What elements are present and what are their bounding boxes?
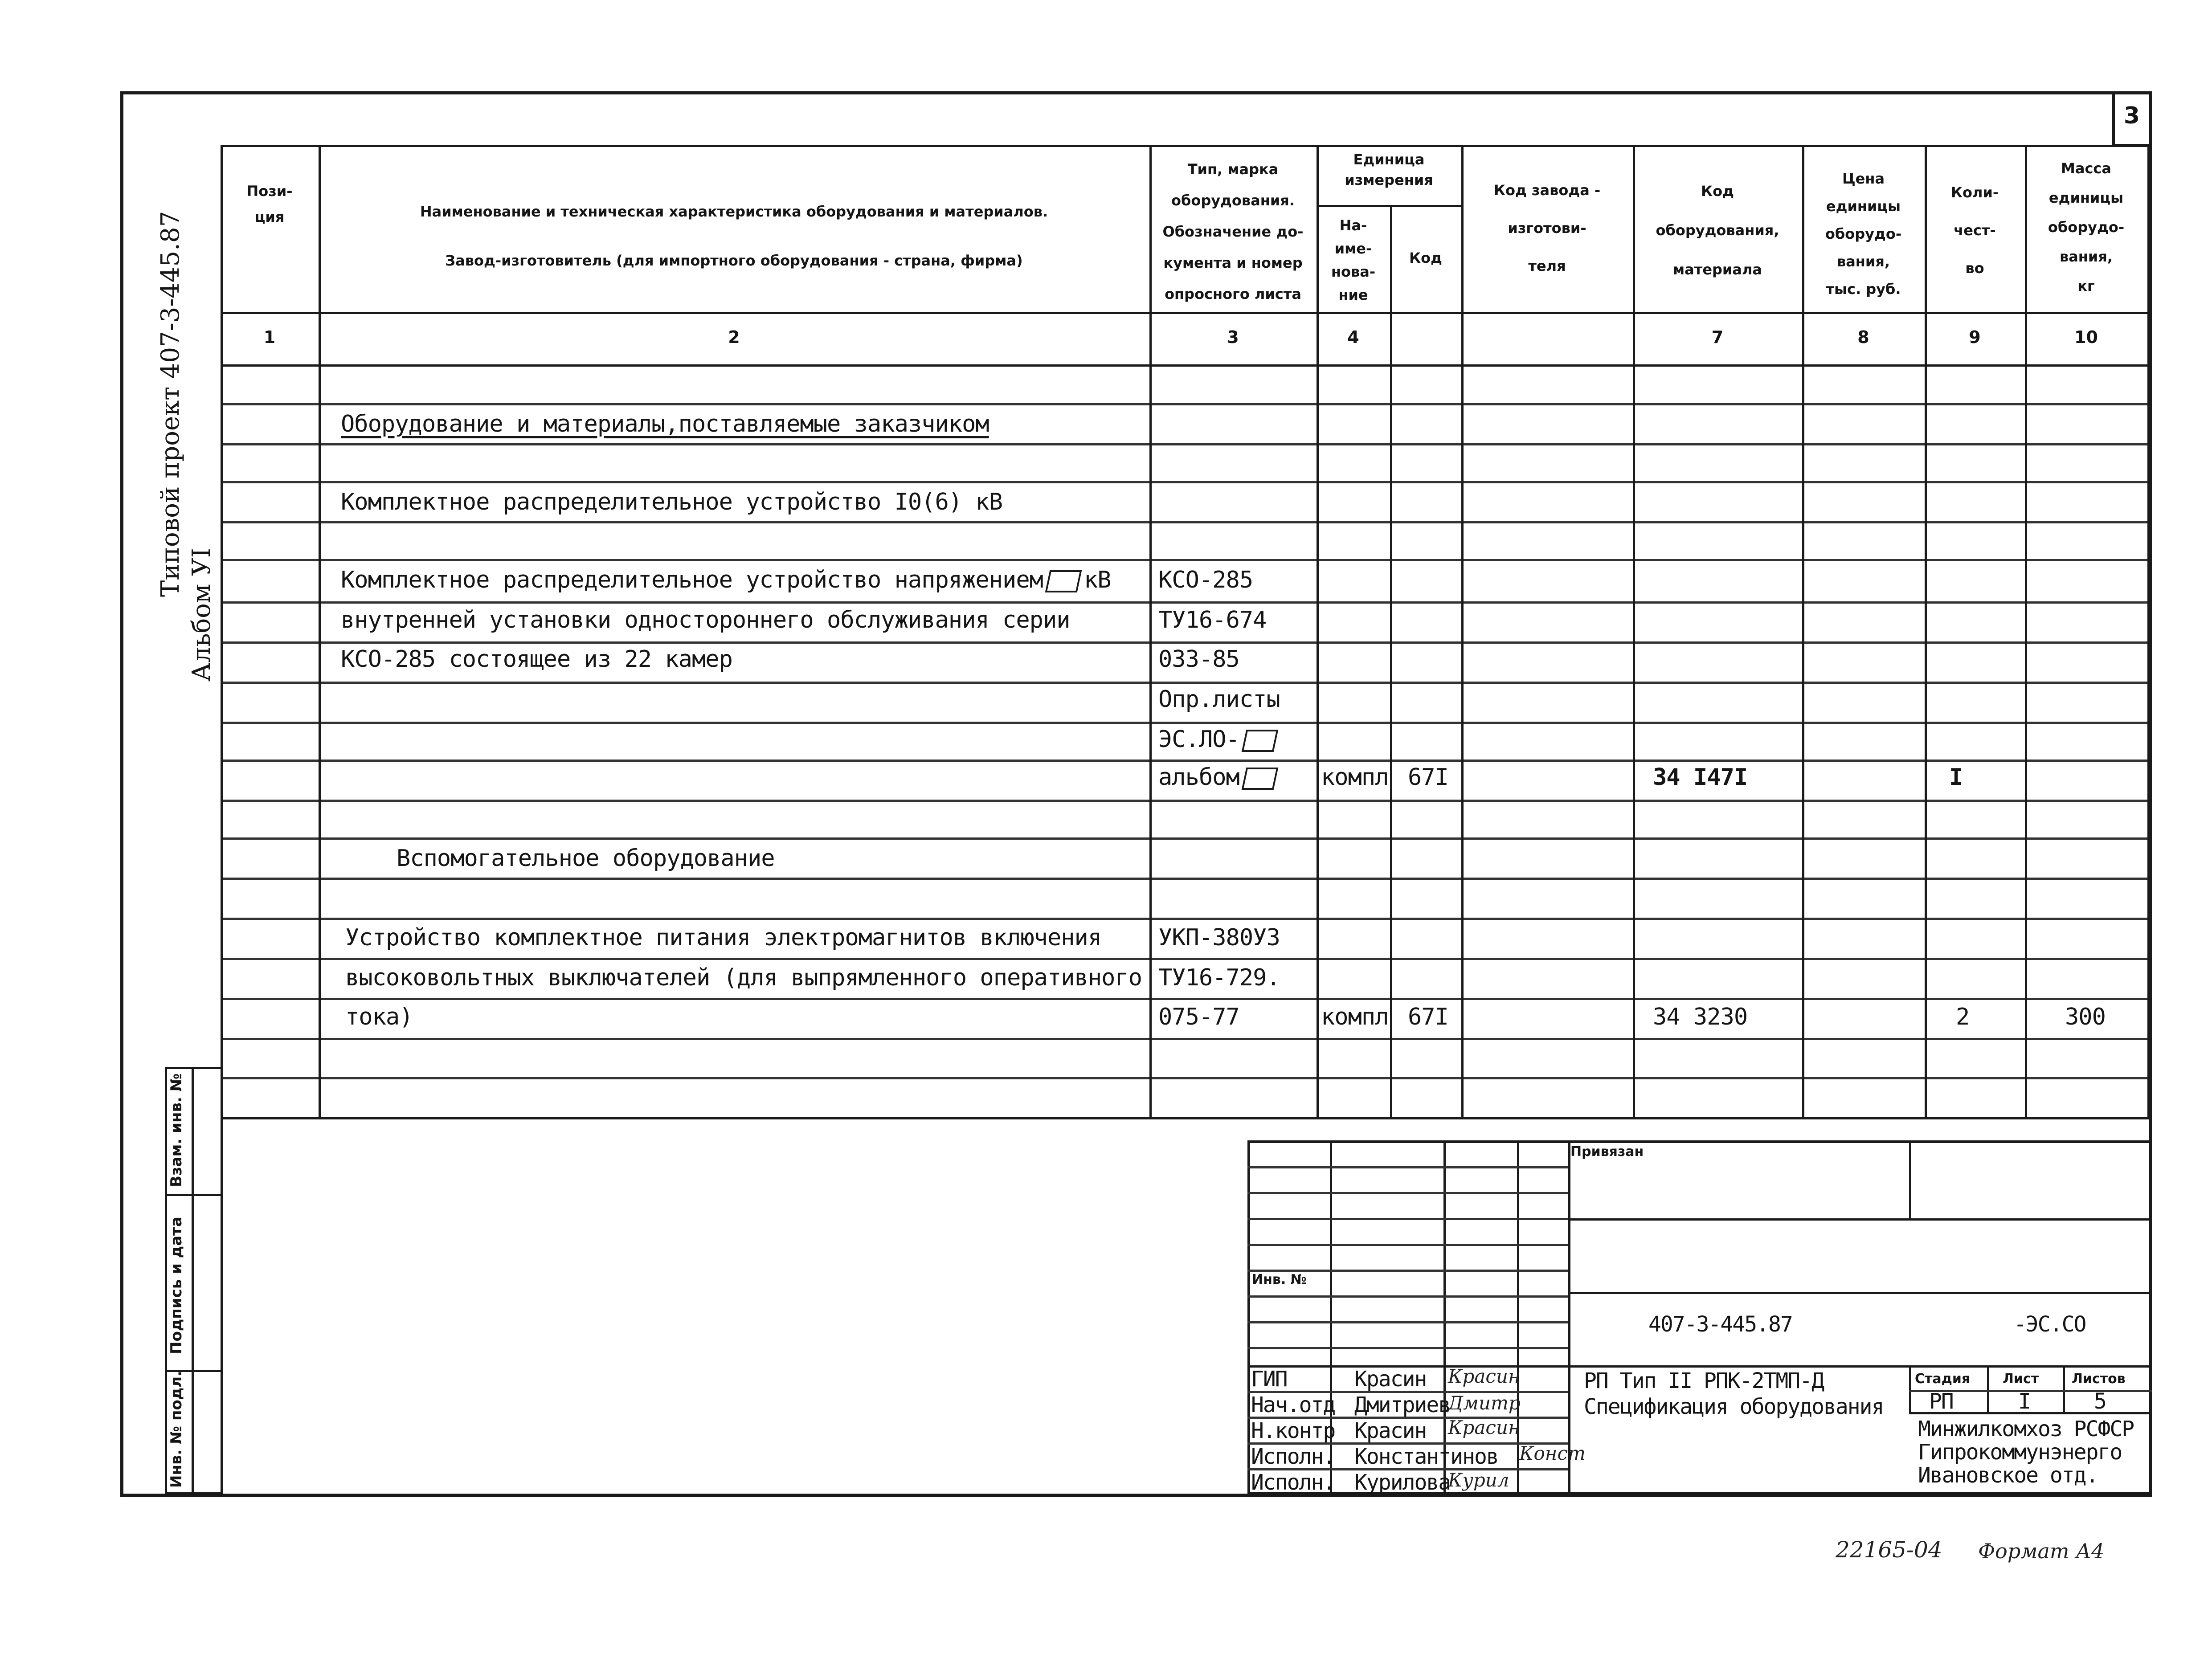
privyazan-label: Привязан [1570, 1144, 1644, 1160]
type-cell: 075-77 [1158, 1004, 1239, 1030]
tb-col-line [1909, 1140, 1911, 1218]
row-line [221, 403, 2150, 405]
tb-row-line [1247, 1295, 1568, 1298]
item-description: Комплектное распределительное устройство напряжением кВ [341, 567, 1111, 593]
header-col4-group: Единица измерения [1345, 151, 1433, 188]
col-line [1390, 205, 1392, 1118]
section-title: Оборудование и материалы,поставляемые заказчиком [341, 411, 989, 437]
header-col5: Код завода - изготови- теля [1493, 182, 1601, 274]
header-col10: Масса единицы оборудо- вания, кг [2048, 160, 2125, 294]
sheets-value: 5 [2094, 1389, 2106, 1414]
tb-row-line [1247, 1244, 1568, 1246]
blank-sheet-box [1242, 730, 1279, 752]
tb-col-line [1909, 1365, 1911, 1412]
row-line [221, 559, 2150, 561]
sheet-number: 3 [2123, 102, 2140, 129]
row-line [221, 878, 2150, 880]
section-title: Вспомогательное оборудование [397, 845, 775, 872]
col-line [1925, 145, 1927, 1118]
inv-no-label: Инв. № [1252, 1272, 1307, 1287]
name-cell: Курилова [1354, 1470, 1451, 1495]
blank-voltage-box [1045, 570, 1082, 592]
tb-row-line [1247, 1218, 1568, 1220]
header-col9: Коли- чест- во [1950, 184, 1999, 277]
unit-code-cell: 67I [1408, 1004, 1448, 1030]
type-cell: 033-85 [1158, 646, 1239, 673]
tb-row-line [1568, 1292, 2152, 1294]
organization-line: Ивановское отд. [1918, 1463, 2098, 1488]
item-title: Комплектное распределительное устройство I0(6) кВ [341, 489, 1003, 515]
header-col7: Код оборудования, материала [1656, 183, 1779, 278]
header-col1: Пози- ция [246, 183, 293, 225]
col-line [221, 145, 223, 1118]
header-col4a: На- име- нова- ние [1331, 217, 1376, 303]
type-cell: ЭС.ЛО- [1158, 726, 1280, 753]
row-line [221, 998, 2150, 1000]
left-stamp-label: Подпись и дата [168, 1217, 185, 1354]
colnum-bottom-line [221, 364, 2150, 367]
column-number: 2 [728, 327, 740, 347]
footer-format: Формат А4 [1978, 1539, 2105, 1563]
header-col8: Цена единицы оборудо- вания, тыс. руб. [1825, 170, 1902, 298]
header-col4b: Код [1409, 249, 1442, 266]
tb-row-line [1568, 1218, 2152, 1221]
row-line [221, 443, 2150, 445]
blank-album-box [1242, 768, 1279, 790]
sheets-label: Листов [2072, 1371, 2126, 1387]
col-line [2147, 145, 2150, 1118]
name-cell: Красин [1354, 1418, 1427, 1443]
tb-col-line [1568, 1140, 1570, 1495]
name-cell: Дмитриев [1354, 1393, 1451, 1417]
left-stamp-row-line [165, 1194, 223, 1196]
unit-code-cell: 67I [1408, 764, 1448, 791]
tb-row-line [1247, 1192, 1568, 1194]
sheet-value: I [2018, 1389, 2030, 1414]
row-line [221, 1077, 2150, 1079]
tb-col-line [1987, 1365, 1989, 1412]
stage-label: Стадия [1915, 1371, 1971, 1387]
col-line [1461, 145, 1464, 1118]
album-vertical: Альбом УI [187, 548, 216, 682]
table-top-line [221, 145, 2150, 147]
item-description: высоковольтных выключателей (для выпрямленного оперативного [345, 964, 1142, 991]
stage-value: РП [1929, 1389, 1953, 1414]
organization-line: Минжилкомхоз РСФСР [1918, 1417, 2134, 1442]
quantity-cell: 2 [1956, 1004, 1970, 1030]
row-line [221, 837, 2150, 840]
role-cell: ГИП [1251, 1367, 1287, 1392]
row-line [221, 918, 2150, 920]
column-number: 7 [1711, 327, 1724, 347]
quantity-cell: I [1949, 764, 1963, 791]
item-description: Устройство комплектное питания электромагнитов включения [345, 924, 1102, 951]
left-stamp-label: Взам. инв. № [168, 1073, 185, 1187]
row-line [221, 521, 2150, 523]
row-line [221, 481, 2150, 483]
signature: Красин [1448, 1365, 1521, 1387]
row-line [221, 682, 2150, 684]
role-cell: Н.контр [1251, 1418, 1335, 1443]
col-line [319, 145, 321, 1118]
row-line [221, 800, 2150, 802]
header-col2: Наименование и техническая характеристика оборудования и материалов. Завод-изготовитель (для импортного оборудования - страна, фирма) [420, 203, 1048, 269]
column-number: 8 [1857, 327, 1869, 347]
row-line [221, 958, 2150, 960]
equipment-code-cell: 34 3230 [1653, 1004, 1748, 1030]
project-number-vertical: Типовой проект 407-3-445.87 [156, 211, 185, 597]
unit-cell: компл [1321, 1004, 1389, 1030]
type-cell: Опр.листы [1158, 686, 1280, 713]
left-stamp-label: Инв. № подл. [168, 1370, 185, 1488]
name-cell: Красин [1354, 1367, 1427, 1392]
type-cell: ТУ16-729. [1158, 964, 1280, 991]
type-cell: ТУ16-674 [1158, 607, 1267, 633]
document-code: 407-3-445.87 [1648, 1312, 1792, 1337]
equipment-code-cell: 34 I47I [1653, 764, 1748, 791]
unit-split-line [1317, 205, 1461, 207]
document-suffix: -ЭС.СО [2014, 1312, 2086, 1337]
left-stamp-divider [192, 1067, 194, 1495]
type-cell: альбом [1158, 764, 1280, 791]
tb-col-line [2063, 1365, 2065, 1412]
role-cell: Нач.отд [1251, 1393, 1335, 1417]
item-description: тока) [345, 1004, 413, 1030]
tb-row-line [1247, 1166, 1568, 1168]
mass-cell: 300 [2065, 1004, 2106, 1030]
unit-cell: компл [1321, 764, 1389, 791]
organization-line: Гипрокоммунэнерго [1918, 1440, 2122, 1465]
doc-title-line1: РП Тип II РПК-2ТМП-Д [1584, 1368, 1824, 1393]
row-line [221, 722, 2150, 724]
column-number: 3 [1227, 327, 1239, 347]
type-cell: КСО-285 [1158, 567, 1253, 593]
row-line [221, 601, 2150, 604]
row-line [221, 641, 2150, 644]
role-cell: Исполн. [1251, 1444, 1335, 1469]
tb-row-line [1247, 1347, 1568, 1349]
table-bottom-line [221, 1117, 2150, 1119]
header-col3: Тип, марка оборудования. Обозначение до- кумента и номер опросного листа [1162, 161, 1304, 302]
header-bottom-line [221, 312, 2150, 314]
type-cell: УКП-380У3 [1158, 924, 1280, 951]
name-cell: Константинов [1354, 1444, 1498, 1469]
signature: Дмитр [1448, 1392, 1521, 1414]
signature: Красин [1448, 1417, 1521, 1438]
row-line [221, 760, 2150, 762]
item-description: КСО-285 состоящее из 22 камер [341, 646, 732, 673]
item-description: внутренней установки одностороннего обслуживания серии [341, 607, 1070, 633]
row-line [221, 1038, 2150, 1040]
column-number: 10 [2074, 327, 2098, 347]
column-number: 4 [1347, 327, 1359, 347]
tb-row-line [1247, 1321, 1568, 1323]
column-number: 9 [1969, 327, 1981, 347]
column-number: 1 [263, 327, 276, 347]
signature: Конст [1519, 1442, 1586, 1464]
col-line [1633, 145, 1635, 1118]
doc-title-line2: Спецификация оборудования [1584, 1394, 1884, 1419]
sheet-label: Лист [2003, 1371, 2039, 1387]
role-cell: Исполн. [1251, 1470, 1335, 1495]
signature: Курил [1448, 1469, 1509, 1491]
footer-number: 22165-04 [1836, 1537, 1942, 1563]
